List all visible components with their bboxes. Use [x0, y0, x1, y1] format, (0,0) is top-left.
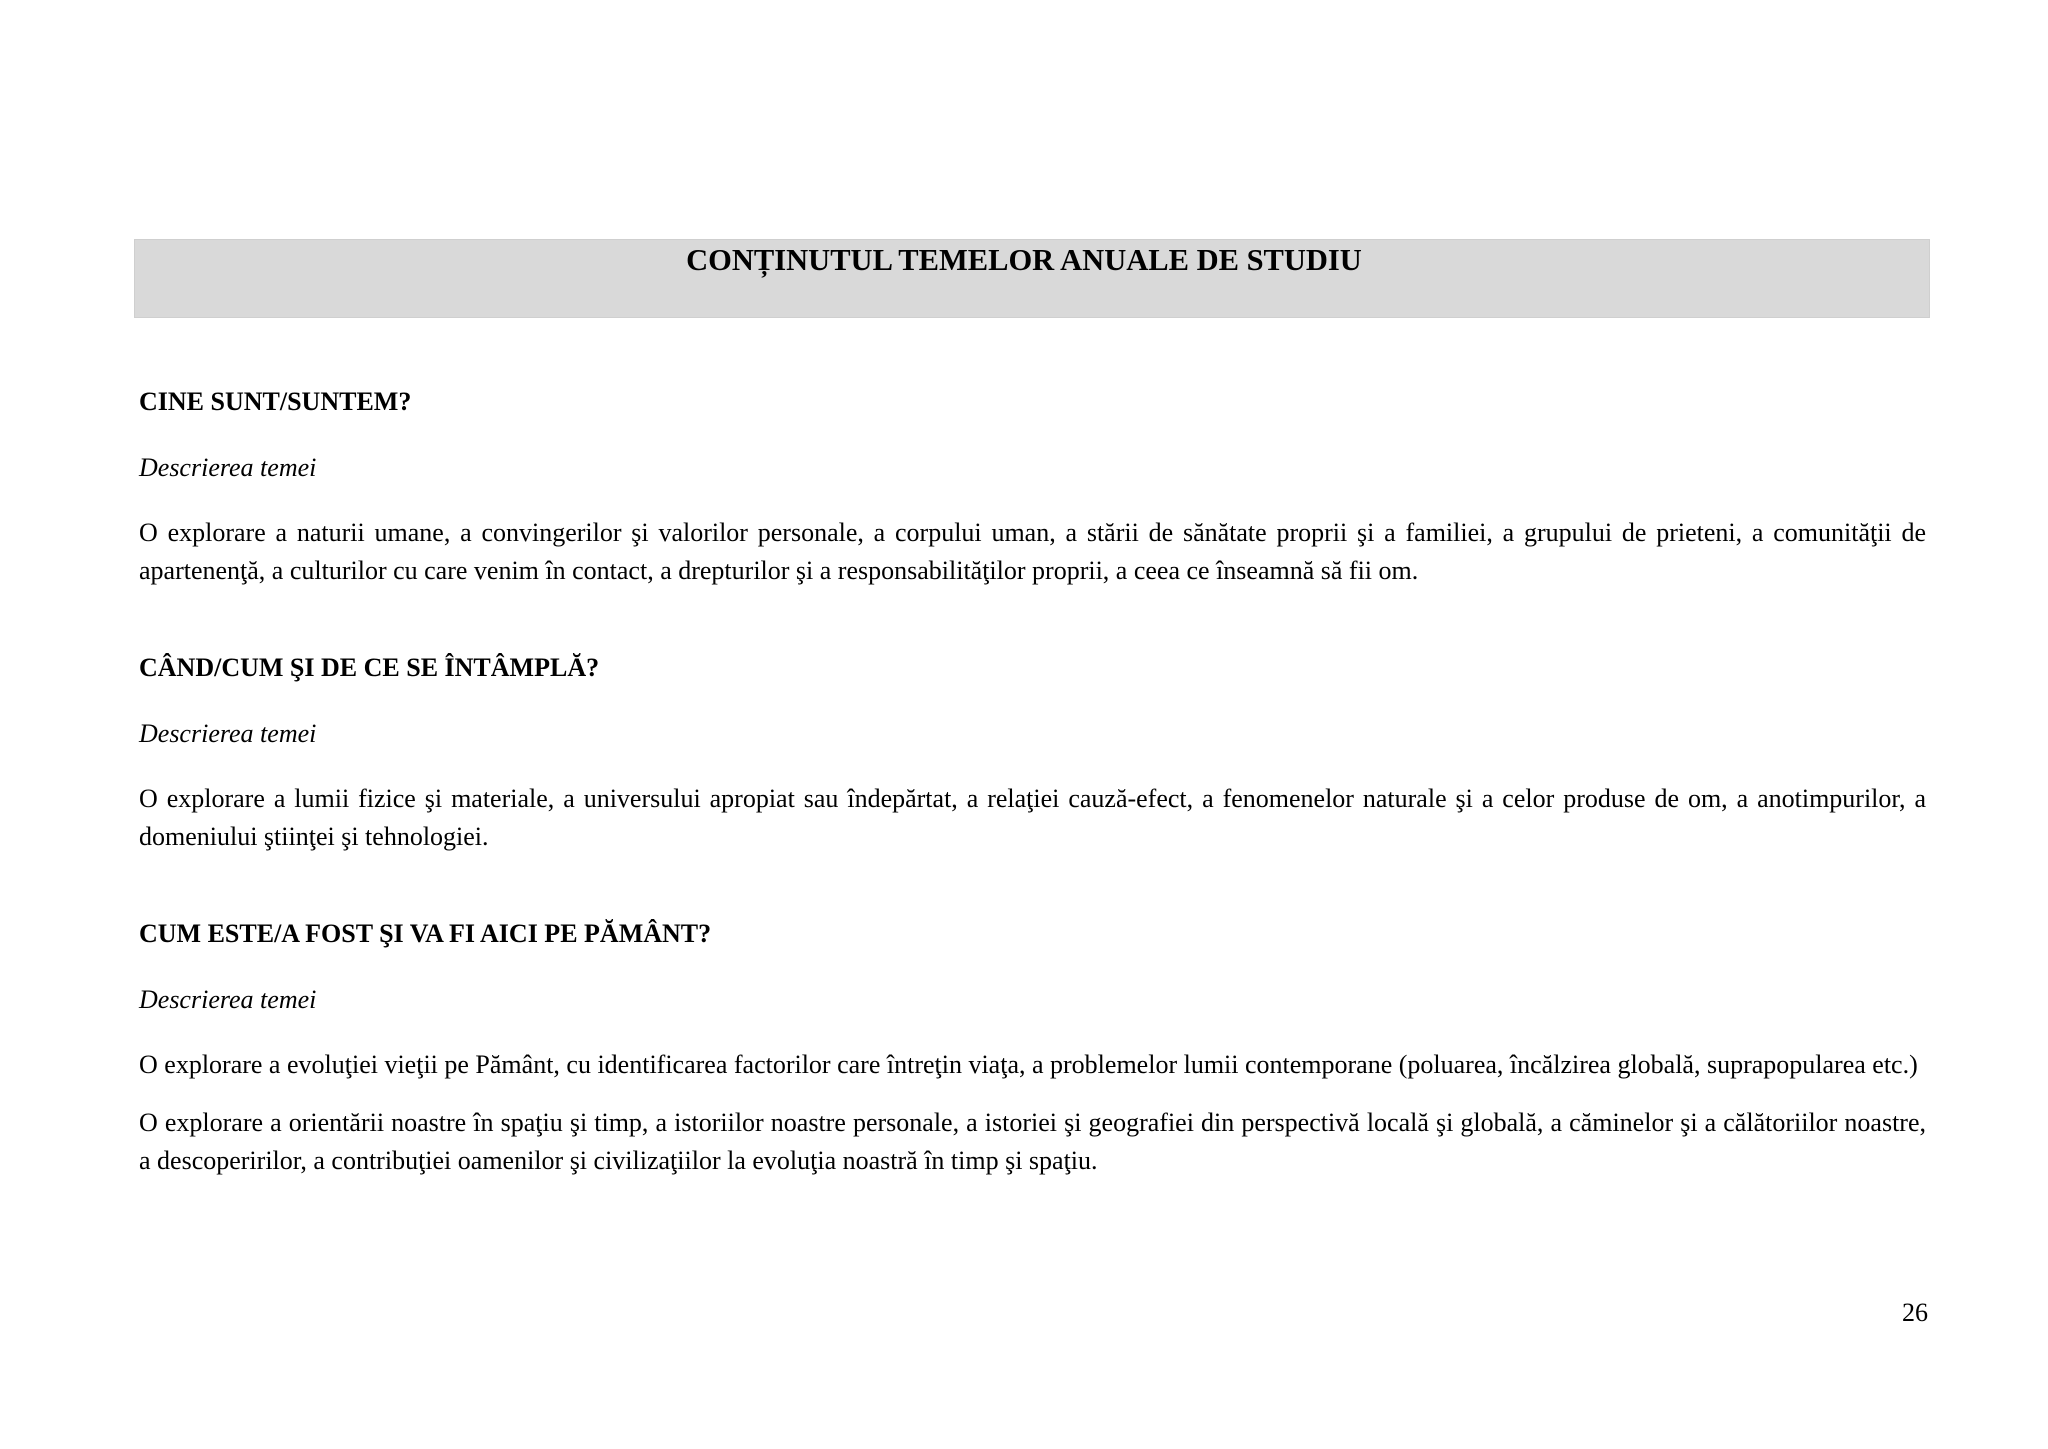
section-cine-sunt — [139, 380, 1926, 590]
section-cum-este — [139, 912, 1926, 1180]
section-subtitle: Descrierea temei — [139, 985, 317, 1014]
section-title: CUM ESTE/A FOST ŞI VA FI AICI PE PĂMÂNT? — [139, 919, 712, 948]
section-title: CINE SUNT/SUNTEM? — [139, 387, 412, 416]
section-paragraph: O explorare a naturii umane, a convingerilor şi valorilor personale, a corpului uman, a stării de sănătate proprii şi a familiei, a grupului de prieteni, a comunităţii de apartenenţă, a culturilor cu care venim în contact, a drepturilor şi a responsabilităţilor proprii, a ceea ce înseamnă să fii om. — [139, 518, 1926, 585]
section-subtitle: Descrierea temei — [139, 453, 317, 482]
page-title: CONȚINUTUL TEMELOR ANUALE DE STUDIU — [686, 243, 1362, 277]
document-body — [139, 380, 1926, 1180]
page-number: 26 — [1902, 1298, 1928, 1327]
section-title: CÂND/CUM ŞI DE CE SE ÎNTÂMPLĂ? — [139, 653, 600, 682]
section-paragraph: O explorare a orientării noastre în spaţiu şi timp, a istoriilor noastre personale, a istoriei şi geografiei din perspectivă locală şi globală, a căminelor şi a călătoriilor noastre, a descoperirilor, a contribuţiei oamenilor şi civilizaţiilor la evoluţia noastră în timp şi spaţiu. — [139, 1108, 1926, 1175]
section-paragraph: O explorare a lumii fizice şi materiale, a universului apropiat sau îndepărtat, a relaţiei cauză-efect, a fenomenelor naturale şi a celor produse de om, a anotimpurilor, a domeniului ştiinţei şi tehnologiei. — [139, 784, 1926, 851]
section-paragraph: O explorare a evoluţiei vieţii pe Pământ, cu identificarea factorilor care întreţin viaţa, a problemelor lumii contemporane (poluarea, încălzirea globală, suprapopularea etc.) — [139, 1050, 1918, 1079]
section-cand-cum — [139, 646, 1926, 856]
section-subtitle: Descrierea temei — [139, 719, 317, 748]
